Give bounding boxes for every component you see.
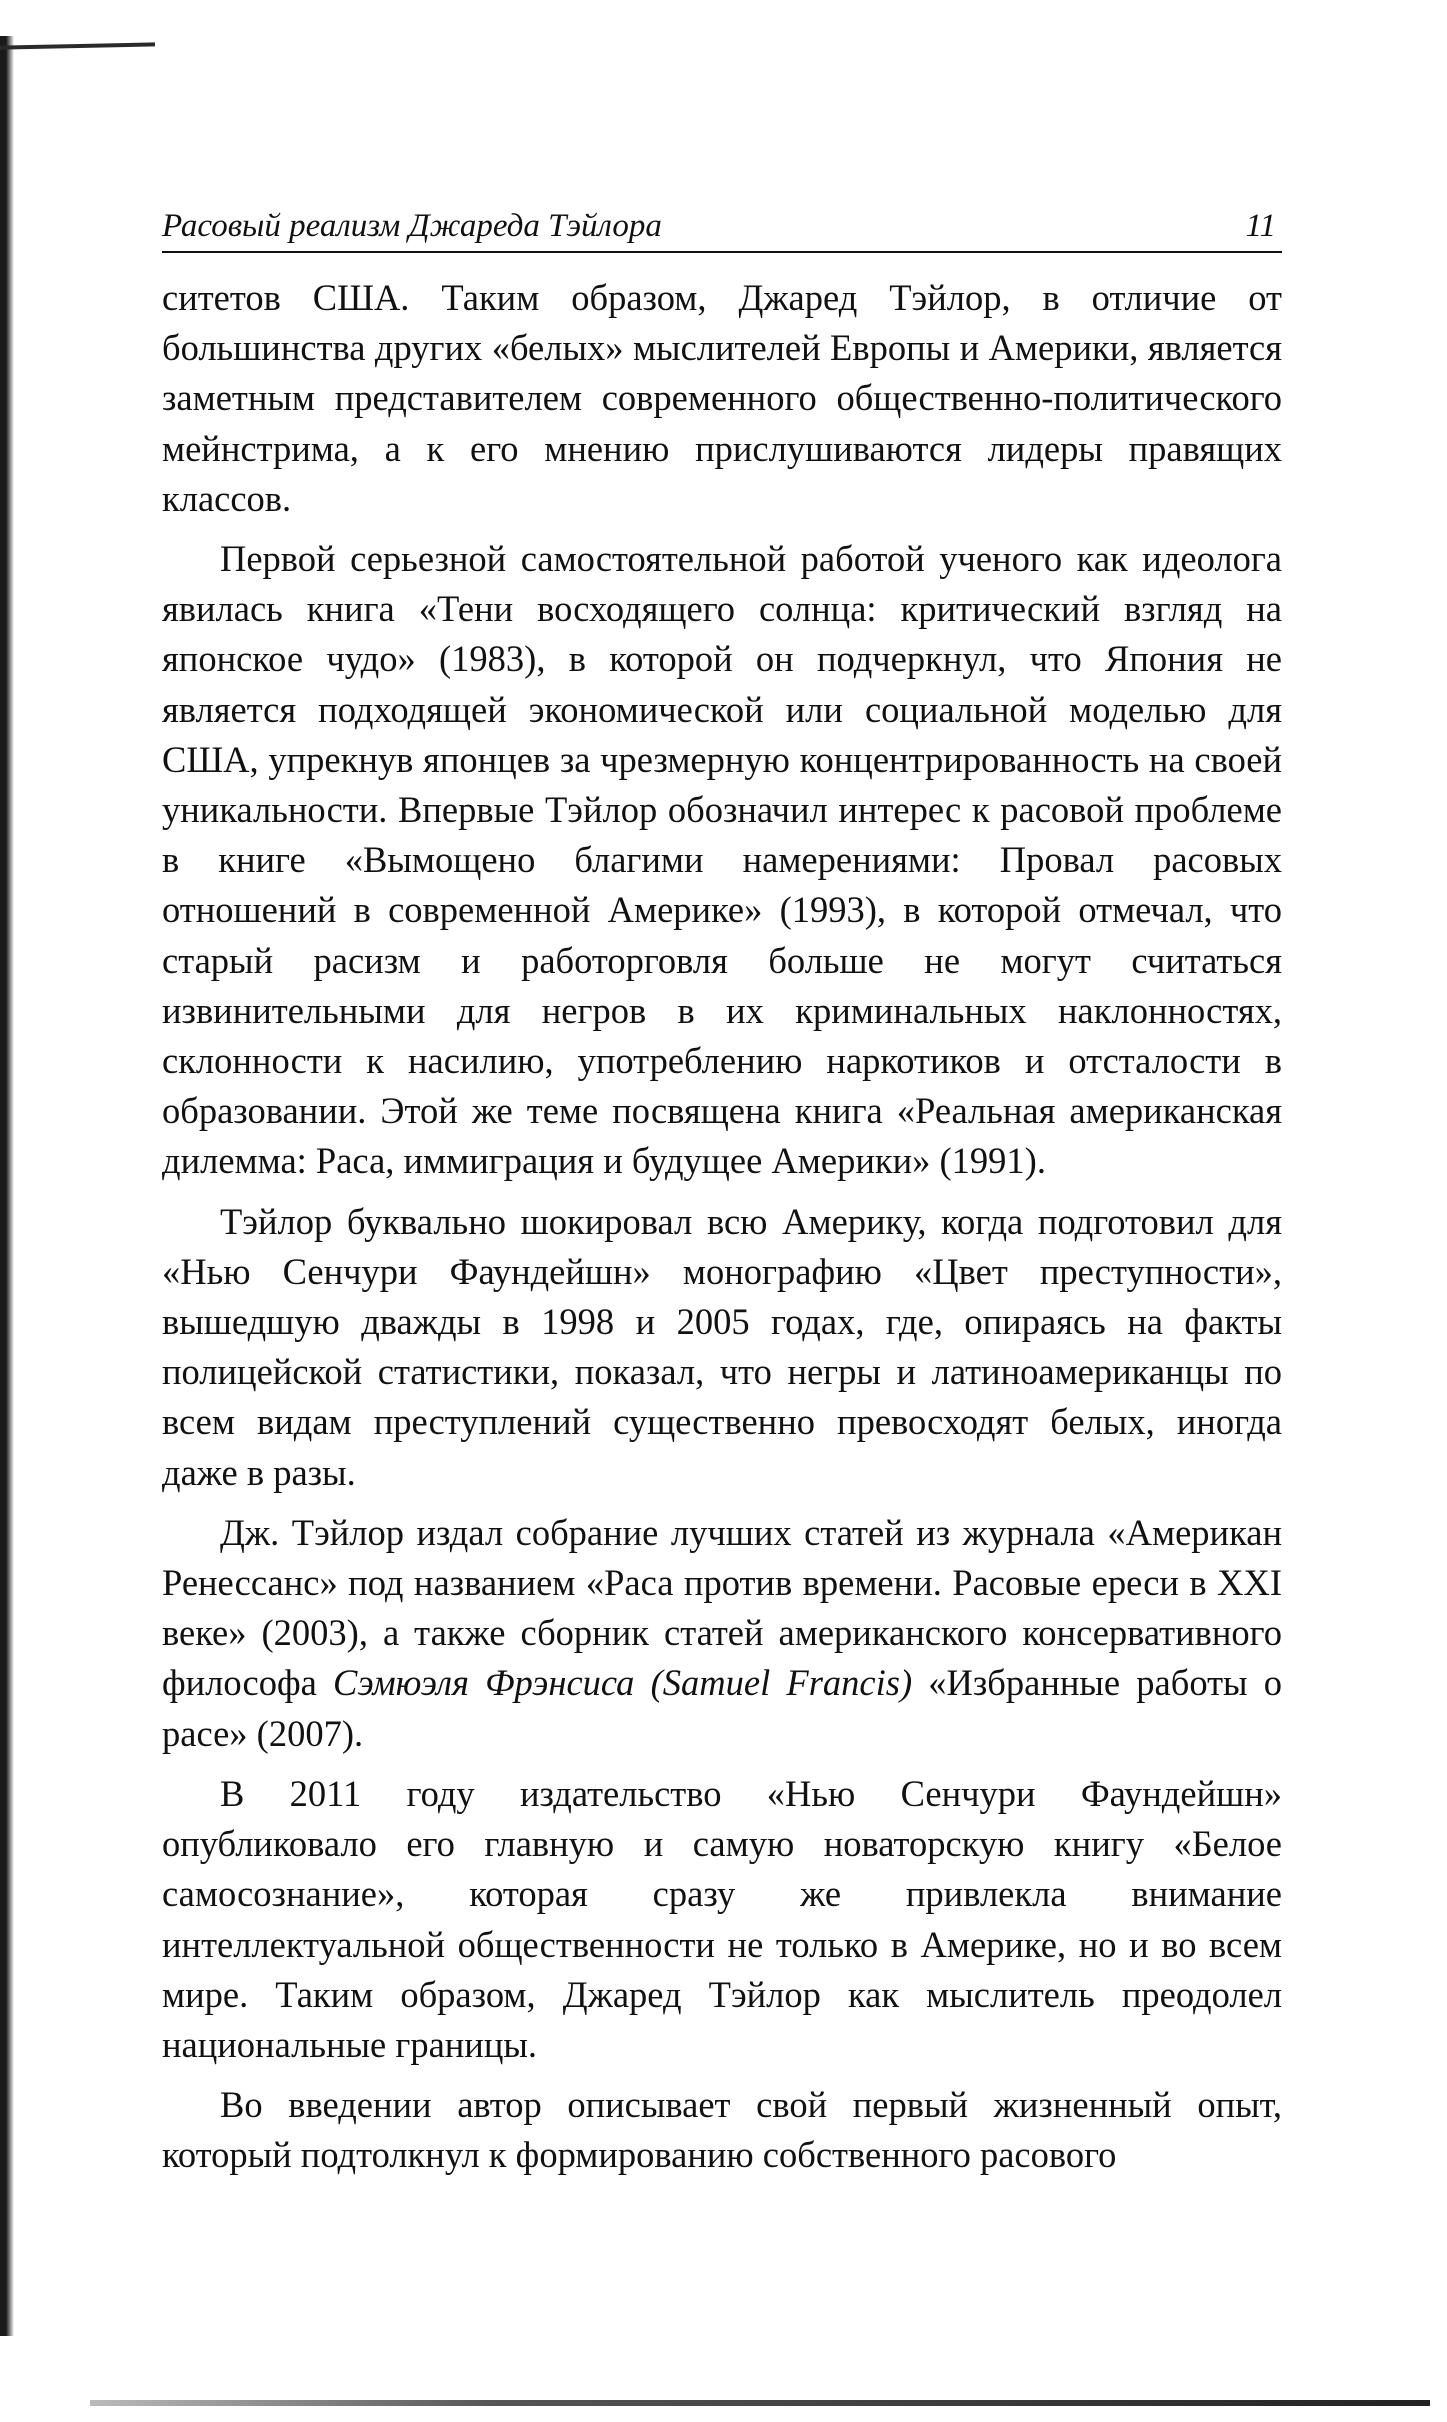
paragraph-3: Тэйлор буквально шокировал всю Америку, когда подготовил для «Нью Сенчури Фаундейшн» монографию «Цвет преступности», вышедшую дважды в 1998 и 2005 годах, где, опираясь на факты полицейской статистики, показал, что негры и латиноамериканцы по всем видам преступлений существенно превосходят белых, иногда даже в разы. — [162, 1200, 1282, 1493]
paragraph-4 — [162, 1508, 1282, 1759]
paragraph-4-text-after: «Избранные работы о расе» (2007). — [162, 1662, 1282, 1754]
paragraph-6: Во введении автор описывает свой первый жизненный опыт, который подтолкнул к формированию собственного расового — [162, 2084, 1282, 2176]
book-page — [162, 208, 1282, 2191]
page-number: 11 — [1245, 208, 1276, 244]
body-text — [162, 273, 1282, 2181]
paragraph-4-text-before: Дж. Тэйлор издал собрание лучших статей из журнала «Американ Ренессанс» под названием «Раса против времени. Расовые ереси в XXI веке» (2003), а также сборник статей американского консервативного философа — [162, 1511, 1282, 1704]
scan-shadow-top-edge — [0, 42, 155, 49]
running-head — [162, 208, 1282, 253]
paragraph-1: ситетов США. Таким образом, Джаред Тэйлор, в отличие от большинства других «белых» мыслителей Европы и Америки, является заметным представителем современного общественно-политического мейнстрима, а к его мнению прислушиваются лидеры правящих классов. — [162, 277, 1282, 519]
scan-shadow-bottom-edge — [90, 2400, 1430, 2406]
paragraph-2: Первой серьезной самостоятельной работой ученого как идеолога явилась книга «Тени восходящего солнца: критический взгляд на японское чудо» (1983), в которой он подчеркнул, что Япония не является подходящей экономической или социальной моделью для США, упрекнув японцев за чрезмерную концентрированность на своей уникальности. Впервые Тэйлор обозначил интерес к расовой проблеме в книге «Вымощено благими намерениями: Провал расовых отношений в современной Америке» (1993), в которой отмечал, что старый расизм и работорговля больше не могут считаться извинительными для негров в их криминальных наклонностях, склонности к насилию, употреблению наркотиков и отсталости в образовании. Этой же теме посвящена книга «Реальная американская дилемма: Раса, иммиграция и будущее Америки» (1991). — [162, 538, 1282, 1182]
scan-shadow-left-edge — [0, 36, 14, 2336]
paragraph-4-italic-name: Сэмюэля Фрэнсиса (Samuel Francis) — [333, 1662, 913, 1704]
paragraph-5: В 2011 году издательство «Нью Сенчури Фаундейшн» опубликовало его главную и самую новаторскую книгу «Белое самосознание», которая сразу же привлекла внимание интеллектуальной общественности не только в Америке, но и во всем мире. Таким образом, Джаред Тэйлор как мыслитель преодолел национальные границы. — [162, 1772, 1282, 2065]
running-title: Расовый реализм Джареда Тэйлора — [162, 208, 662, 244]
